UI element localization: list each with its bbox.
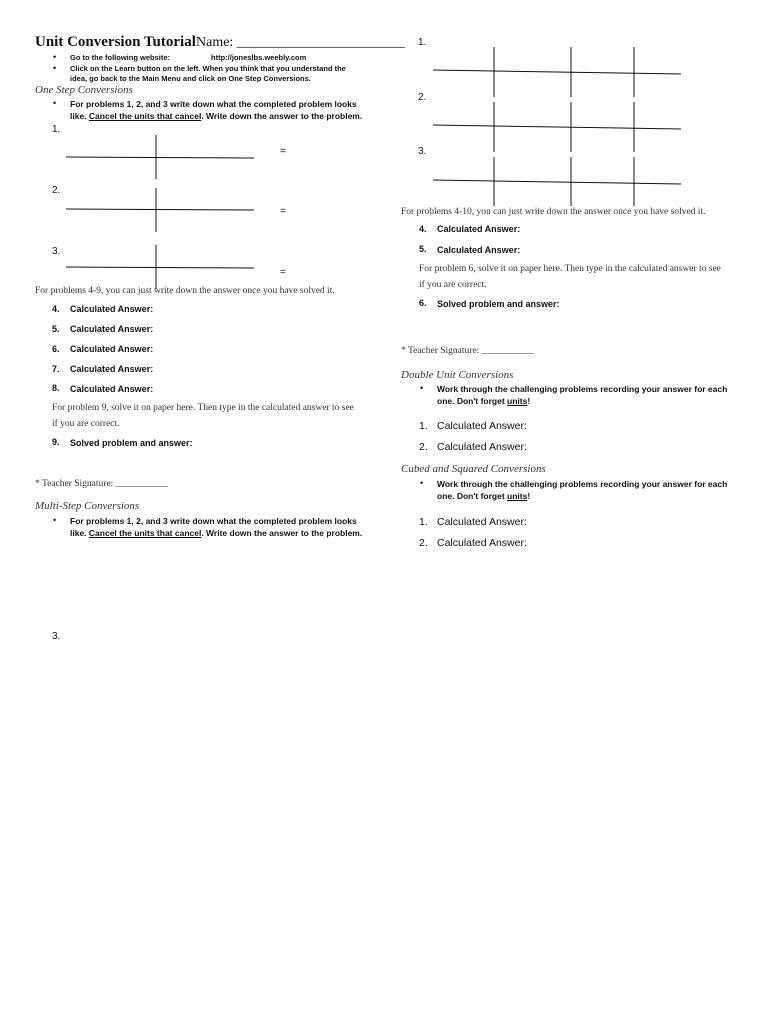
multi-step-instruction-line2: like. Cancel the units that cancel. Write down the answer to the problem. bbox=[70, 528, 363, 538]
list-item-number: 8. bbox=[52, 383, 60, 393]
equals-sign: = bbox=[280, 267, 286, 278]
section-heading-double-unit: Double Unit Conversions bbox=[401, 369, 514, 381]
bullet-icon: • bbox=[53, 52, 57, 62]
cubed-instruction-line2: one. Don't forget units! bbox=[437, 491, 531, 501]
list-item-number: 6. bbox=[419, 298, 427, 308]
equals-sign: = bbox=[280, 206, 286, 217]
learn-instruction-line1: Click on the Learn button on the left. When you think that you understand the bbox=[70, 64, 346, 73]
bullet-icon: • bbox=[53, 63, 57, 73]
list-item-number: 9. bbox=[52, 437, 60, 447]
list-item-number: 5. bbox=[52, 324, 60, 334]
answer-label: Calculated Answer: bbox=[437, 516, 527, 528]
problem6-note-line1: For problem 6, solve it on paper here. Then type in the calculated answer to see bbox=[419, 264, 721, 274]
section-heading-one-step: One Step Conversions bbox=[35, 84, 133, 96]
solved-problem-label: Solved problem and answer: bbox=[437, 299, 560, 309]
list-item-number: 7. bbox=[52, 364, 60, 374]
equals-sign: = bbox=[280, 146, 286, 157]
double-unit-instruction-line1: Work through the challenging problems recording your answer for each bbox=[437, 384, 728, 394]
one-step-note: For problems 4-9, you can just write down the answer once you have solved it. bbox=[35, 286, 335, 296]
list-item-number: 4. bbox=[52, 304, 60, 314]
teacher-signature: * Teacher Signature: ___________ bbox=[401, 346, 534, 356]
problem-number: 2. bbox=[52, 185, 61, 196]
problem-number: 3. bbox=[52, 631, 61, 642]
section-heading-cubed-squared: Cubed and Squared Conversions bbox=[401, 463, 546, 475]
one-step-instruction-line1: For problems 1, 2, and 3 write down what the completed problem looks bbox=[70, 99, 357, 109]
multi-step-note: For problems 4-10, you can just write down the answer once you have solved it. bbox=[401, 207, 706, 217]
list-item-number: 2. bbox=[419, 441, 428, 453]
answer-label: Calculated Answer: bbox=[437, 420, 527, 432]
problem-number: 3. bbox=[418, 146, 427, 157]
answer-label: Calculated Answer: bbox=[437, 245, 521, 255]
bullet-icon: • bbox=[420, 478, 424, 488]
teacher-signature: * Teacher Signature: ___________ bbox=[35, 479, 168, 489]
name-field-label: Name: ________________________ bbox=[196, 35, 405, 50]
double-unit-instruction-line2: one. Don't forget units! bbox=[437, 396, 531, 406]
list-item-number: 1. bbox=[419, 516, 428, 528]
list-item-number: 2. bbox=[419, 537, 428, 549]
answer-label: Calculated Answer: bbox=[70, 364, 154, 374]
problem-number: 1. bbox=[418, 37, 427, 48]
bullet-icon: • bbox=[53, 98, 57, 108]
bullet-icon: • bbox=[53, 515, 57, 525]
cubed-instruction-line1: Work through the challenging problems recording your answer for each bbox=[437, 479, 728, 489]
section-heading-multi-step: Multi-Step Conversions bbox=[35, 500, 140, 512]
website-instruction: Go to the following website: bbox=[70, 53, 170, 62]
problem6-note-line2: if you are correct. bbox=[419, 280, 487, 290]
answer-label: Calculated Answer: bbox=[70, 304, 154, 314]
answer-label: Calculated Answer: bbox=[437, 224, 521, 234]
solved-problem-label: Solved problem and answer: bbox=[70, 438, 193, 448]
answer-label: Calculated Answer: bbox=[437, 441, 527, 453]
list-item-number: 1. bbox=[419, 420, 428, 432]
list-item-number: 4. bbox=[419, 224, 427, 234]
page-title: Unit Conversion Tutorial bbox=[35, 34, 196, 50]
list-item-number: 5. bbox=[419, 244, 427, 254]
answer-label: Calculated Answer: bbox=[70, 344, 154, 354]
answer-label: Calculated Answer: bbox=[70, 324, 154, 334]
multi-step-instruction-line1: For problems 1, 2, and 3 write down what the completed problem looks bbox=[70, 516, 357, 526]
problem9-note-line2: if you are correct. bbox=[52, 419, 120, 429]
problem9-note-line1: For problem 9, solve it on paper here. Then type in the calculated answer to see bbox=[52, 403, 354, 413]
list-item-number: 6. bbox=[52, 344, 60, 354]
problem-number: 1. bbox=[52, 124, 61, 135]
answer-label: Calculated Answer: bbox=[70, 384, 154, 394]
bullet-icon: • bbox=[420, 383, 424, 393]
learn-instruction-line2: idea, go back to the Main Menu and click on One Step Conversions. bbox=[70, 74, 311, 83]
answer-label: Calculated Answer: bbox=[437, 537, 527, 549]
problem-number: 3. bbox=[52, 246, 61, 257]
one-step-instruction-line2: like. Cancel the units that cancel. Write down the answer to the problem. bbox=[70, 111, 363, 121]
problem-number: 2. bbox=[418, 92, 427, 103]
website-url: http://joneslbs.weebly.com bbox=[211, 53, 307, 62]
